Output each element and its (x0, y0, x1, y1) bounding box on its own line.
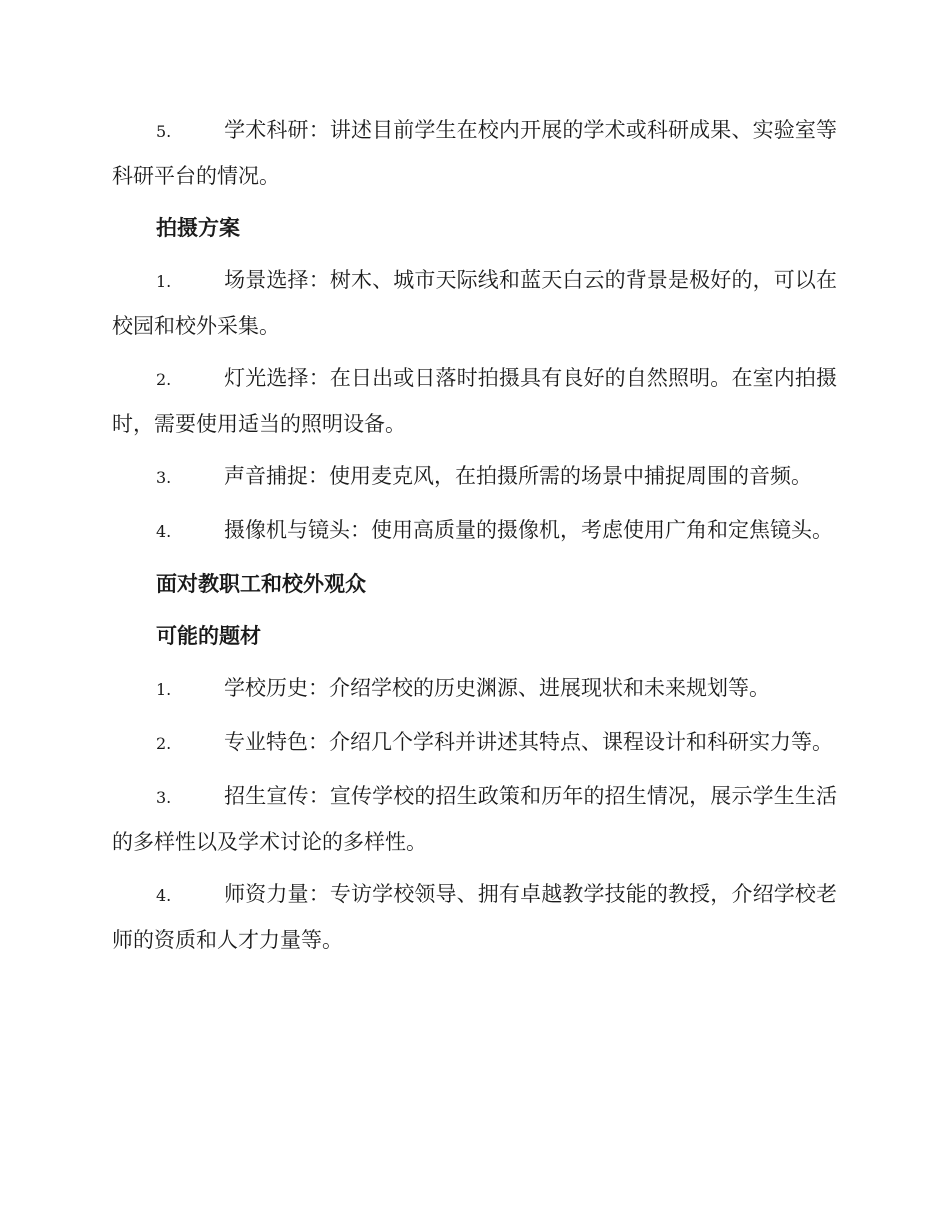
list-item-text: 灯光选择：在日出或日落时拍摄具有良好的自然照明。在室内拍摄时，需要使用适当的照明设备。 (112, 366, 837, 436)
list-item-text: 学术科研：讲述目前学生在校内开展的学术或科研成果、实验室等科研平台的情况。 (112, 118, 837, 188)
list-item-number: 5. (156, 122, 172, 141)
list-item-text: 专业特色：介绍几个学科并讲述其特点、课程设计和科研实力等。 (224, 730, 833, 754)
list-item-text: 摄像机与镜头：使用高质量的摄像机，考虑使用广角和定焦镜头。 (224, 518, 833, 542)
list-item-text: 师资力量：专访学校领导、拥有卓越教学技能的教授，介绍学校老师的资质和人才力量等。 (112, 882, 837, 952)
list-item-number: 2. (156, 734, 172, 753)
list-item-faculty (112, 872, 837, 962)
list-item-text: 场景选择：树木、城市天际线和蓝天白云的背景是极好的，可以在校园和校外采集。 (112, 268, 837, 338)
list-item-camera-lens (112, 508, 837, 554)
list-item-number: 2. (156, 370, 172, 389)
section-heading-audience: 面对教职工和校外观众 (156, 571, 366, 596)
list-item-admissions (112, 774, 837, 864)
list-item-number: 1. (156, 680, 172, 699)
list-item-number: 1. (156, 272, 172, 291)
list-item-number: 3. (156, 788, 172, 807)
list-item-school-history (112, 666, 837, 712)
list-item-sound-capture (112, 454, 837, 500)
list-item-text: 学校历史：介绍学校的历史渊源、进展现状和未来规划等。 (224, 676, 770, 700)
list-item-text: 声音捕捉：使用麦克风，在拍摄所需的场景中捕捉周围的音频。 (224, 464, 812, 488)
list-item-number: 4. (156, 522, 172, 541)
list-item-major-features (112, 720, 837, 766)
list-item-number: 4. (156, 886, 172, 905)
list-item-academic-research (112, 108, 837, 198)
list-item-number: 3. (156, 468, 172, 487)
list-item-text: 招生宣传：宣传学校的招生政策和历年的招生情况，展示学生生活的多样性以及学术讨论的多样性。 (112, 784, 837, 854)
section-heading-shooting-plan: 拍摄方案 (156, 215, 240, 240)
section-heading-possible-topics: 可能的题材 (156, 623, 261, 648)
list-item-lighting-selection (112, 356, 837, 446)
document-body (112, 108, 837, 970)
list-item-scene-selection (112, 258, 837, 348)
